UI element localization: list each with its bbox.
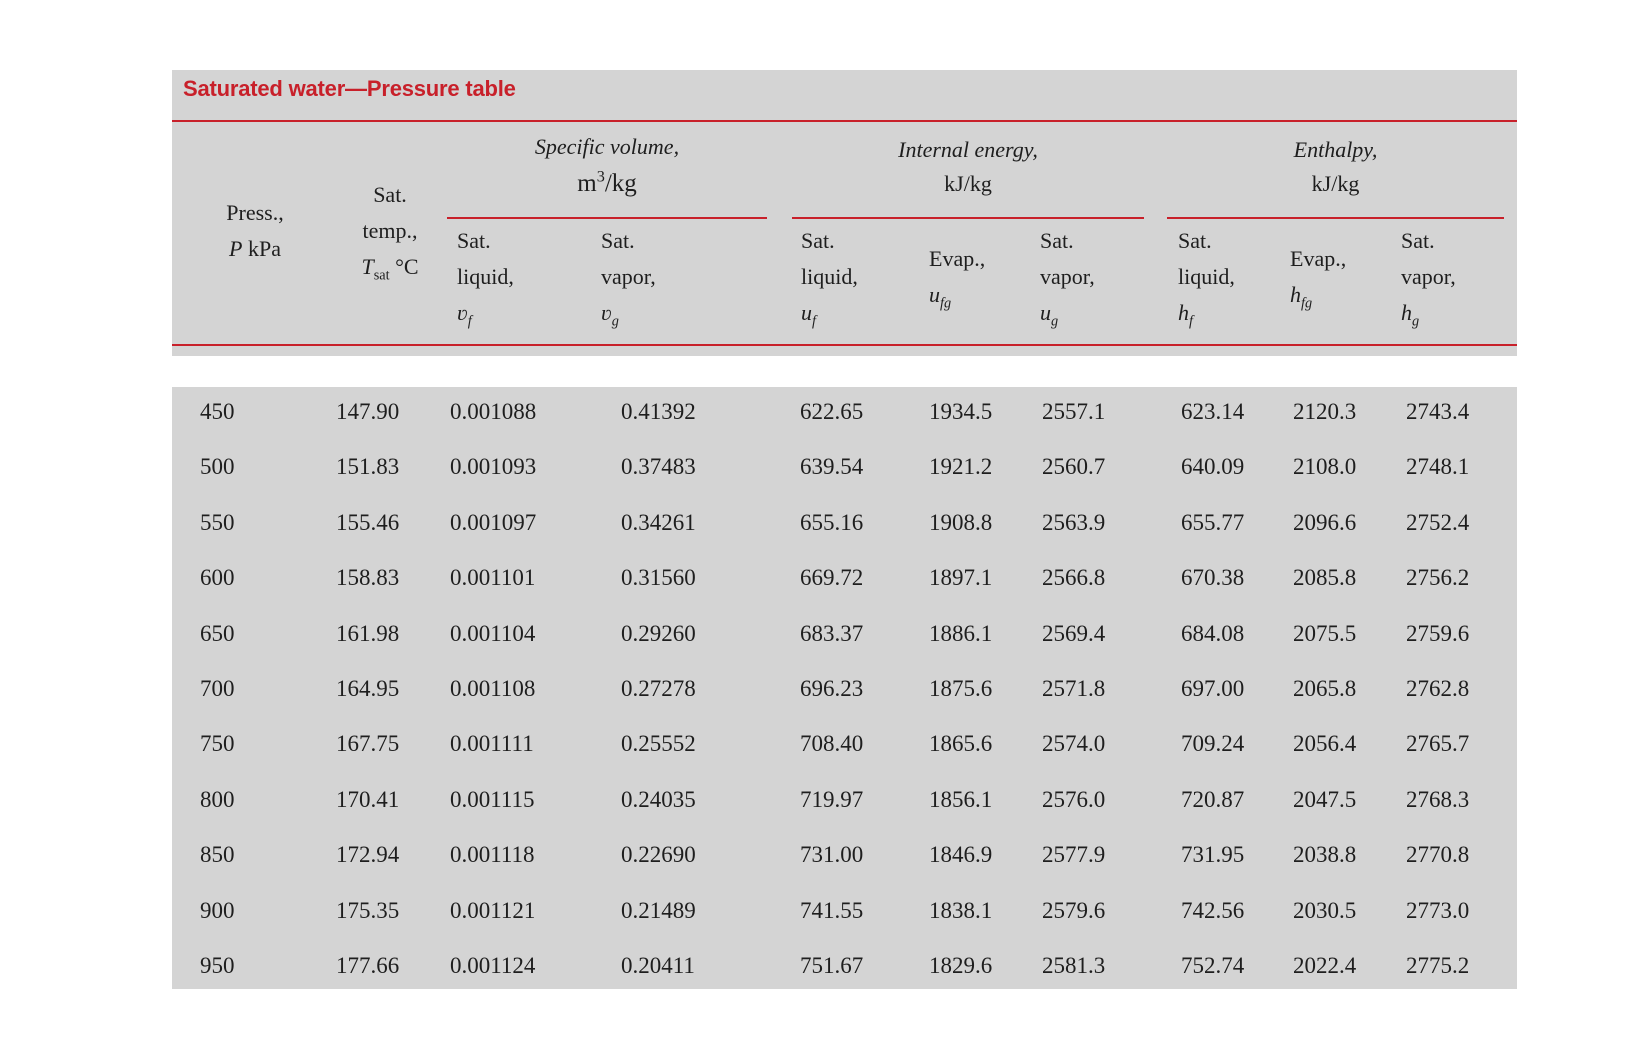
header-vf: Sat. liquid, ʋ$_f$ — [457, 228, 514, 330]
cell-ug: 2566.8 — [1042, 565, 1106, 590]
group-specific-volume-rule — [447, 217, 767, 219]
cell-sat-temp: 170.41 — [336, 787, 400, 812]
cell-hfg: 2022.4 — [1293, 953, 1357, 978]
cell-ug: 2581.3 — [1042, 953, 1106, 978]
cell-ufg: 1865.6 — [929, 731, 993, 756]
cell-uf: 751.67 — [800, 953, 864, 978]
cell-sat-temp: 167.75 — [336, 731, 400, 756]
cell-hf: 684.08 — [1181, 621, 1245, 646]
group-internal-energy-name: Internal energy, — [898, 137, 1038, 162]
header-sat-temp: Sat. temp., $T_{sat}$ °C — [361, 182, 419, 284]
cell-hf: 640.09 — [1181, 454, 1245, 479]
cell-hfg: 2056.4 — [1293, 731, 1357, 756]
cell-ug: 2563.9 — [1042, 510, 1106, 535]
title-divider — [172, 120, 1517, 122]
cell-press: 500 — [200, 454, 235, 479]
cell-hg: 2743.4 — [1406, 399, 1470, 424]
cell-vg: 0.37483 — [621, 454, 696, 479]
cell-vg: 0.25552 — [621, 731, 696, 756]
group-specific-volume-unit: $m^3/kg$ — [577, 167, 637, 197]
cell-press: 850 — [200, 842, 235, 867]
cell-hfg: 2075.5 — [1293, 621, 1357, 646]
header-hg: Sat. vapor, $h_g$ — [1401, 228, 1456, 330]
cell-ufg: 1886.1 — [929, 621, 993, 646]
group-internal-energy-rule — [792, 217, 1144, 219]
cell-ufg: 1856.1 — [929, 787, 993, 812]
cell-sat-temp: 158.83 — [336, 565, 400, 590]
header-vg: Sat. vapor, ʋ$_g$ — [601, 228, 656, 330]
cell-vf: 0.001088 — [450, 399, 537, 424]
cell-hf: 670.38 — [1181, 565, 1245, 590]
cell-ufg: 1908.8 — [929, 510, 993, 535]
cell-vf: 0.001115 — [450, 787, 535, 812]
cell-press: 700 — [200, 676, 235, 701]
cell-vf: 0.001118 — [450, 842, 535, 867]
cell-hg: 2765.7 — [1406, 731, 1470, 756]
cell-uf: 655.16 — [800, 510, 864, 535]
group-enthalpy-rule — [1167, 217, 1504, 219]
cell-sat-temp: 147.90 — [336, 399, 400, 424]
cell-vf: 0.001101 — [450, 565, 536, 590]
cell-hfg: 2047.5 — [1293, 787, 1357, 812]
cell-sat-temp: 161.98 — [336, 621, 400, 646]
cell-vg: 0.27278 — [621, 676, 696, 701]
cell-vg: 0.24035 — [621, 787, 696, 812]
cell-hf: 742.56 — [1181, 898, 1245, 923]
cell-press: 750 — [200, 731, 235, 756]
cell-ug: 2576.0 — [1042, 787, 1106, 812]
cell-ug: 2579.6 — [1042, 898, 1106, 923]
cell-vf: 0.001108 — [450, 676, 536, 701]
group-enthalpy-unit: kJ/kg — [1311, 171, 1360, 196]
cell-hf: 655.77 — [1181, 510, 1245, 535]
cell-press: 650 — [200, 621, 235, 646]
header-ufg: Evap., $u_{fg}$ — [929, 246, 986, 312]
cell-vf: 0.001104 — [450, 621, 536, 646]
cell-sat-temp: 151.83 — [336, 454, 400, 479]
cell-press: 550 — [200, 510, 235, 535]
cell-hg: 2775.2 — [1406, 953, 1470, 978]
cell-ug: 2574.0 — [1042, 731, 1106, 756]
cell-hfg: 2096.6 — [1293, 510, 1357, 535]
header-uf: Sat. liquid, $u_f$ — [801, 228, 858, 330]
group-specific-volume-name: Specific volume, — [534, 134, 680, 159]
cell-sat-temp: 172.94 — [336, 842, 400, 867]
header-hfg: Evap., $h_{fg}$ — [1290, 246, 1347, 312]
cell-press: 900 — [200, 898, 235, 923]
cell-sat-temp: 164.95 — [336, 676, 400, 701]
cell-hf: 709.24 — [1181, 731, 1245, 756]
cell-hg: 2748.1 — [1406, 454, 1470, 479]
cell-ufg: 1934.5 — [929, 399, 993, 424]
cell-vf: 0.001097 — [450, 510, 537, 535]
cell-press: 950 — [200, 953, 235, 978]
cell-hf: 697.00 — [1181, 676, 1245, 701]
cell-hg: 2759.6 — [1406, 621, 1470, 646]
cell-ug: 2557.1 — [1042, 399, 1106, 424]
header-hf: Sat. liquid, $h_f$ — [1178, 228, 1235, 330]
cell-uf: 639.54 — [800, 454, 864, 479]
cell-sat-temp: 175.35 — [336, 898, 400, 923]
cell-vg: 0.22690 — [621, 842, 696, 867]
cell-hf: 731.95 — [1181, 842, 1245, 867]
cell-vf: 0.001111 — [450, 731, 534, 756]
cell-hg: 2762.8 — [1406, 676, 1470, 701]
cell-sat-temp: 177.66 — [336, 953, 400, 978]
cell-hfg: 2120.3 — [1293, 399, 1357, 424]
cell-ufg: 1921.2 — [929, 454, 993, 479]
cell-hfg: 2030.5 — [1293, 898, 1357, 923]
cell-vf: 0.001121 — [450, 898, 536, 923]
group-specific-volume — [447, 130, 767, 204]
cell-vg: 0.20411 — [621, 953, 695, 978]
cell-ug: 2577.9 — [1042, 842, 1106, 867]
cell-vf: 0.001124 — [450, 953, 536, 978]
cell-hf: 720.87 — [1181, 787, 1245, 812]
cell-vg: 0.31560 — [621, 565, 696, 590]
cell-press: 450 — [200, 399, 235, 424]
cell-uf: 708.40 — [800, 731, 864, 756]
cell-hf: 623.14 — [1181, 399, 1245, 424]
header-ug: Sat. vapor, $u_g$ — [1040, 228, 1095, 330]
cell-vg: 0.41392 — [621, 399, 696, 424]
cell-ufg: 1838.1 — [929, 898, 993, 923]
cell-uf: 622.65 — [800, 399, 864, 424]
cell-hg: 2773.0 — [1406, 898, 1470, 923]
group-enthalpy-name: Enthalpy, — [1293, 137, 1378, 162]
cell-hfg: 2108.0 — [1293, 454, 1357, 479]
cell-ufg: 1875.6 — [929, 676, 993, 701]
cell-press: 600 — [200, 565, 235, 590]
cell-hg: 2756.2 — [1406, 565, 1470, 590]
table-title: Saturated water—Pressure table — [183, 76, 516, 101]
cell-sat-temp: 155.46 — [336, 510, 400, 535]
cell-ug: 2569.4 — [1042, 621, 1106, 646]
header-pressure: Press., P kPa — [226, 200, 284, 261]
cell-hg: 2768.3 — [1406, 787, 1470, 812]
group-enthalpy — [1167, 133, 1504, 201]
cell-hfg: 2065.8 — [1293, 676, 1357, 701]
cell-vg: 0.34261 — [621, 510, 696, 535]
cell-uf: 741.55 — [800, 898, 864, 923]
cell-vg: 0.21489 — [621, 898, 696, 923]
cell-ug: 2560.7 — [1042, 454, 1106, 479]
cell-uf: 719.97 — [800, 787, 864, 812]
cell-hfg: 2038.8 — [1293, 842, 1357, 867]
cell-ufg: 1846.9 — [929, 842, 993, 867]
cell-ug: 2571.8 — [1042, 676, 1106, 701]
cell-uf: 683.37 — [800, 621, 864, 646]
cell-hf: 752.74 — [1181, 953, 1245, 978]
cell-vg: 0.29260 — [621, 621, 696, 646]
cell-uf: 731.00 — [800, 842, 864, 867]
cell-hg: 2752.4 — [1406, 510, 1470, 535]
cell-ufg: 1829.6 — [929, 953, 993, 978]
cell-uf: 669.72 — [800, 565, 864, 590]
group-internal-energy — [792, 133, 1144, 201]
cell-ufg: 1897.1 — [929, 565, 993, 590]
cell-press: 800 — [200, 787, 235, 812]
cell-hfg: 2085.8 — [1293, 565, 1357, 590]
header-bottom-rule — [172, 344, 1517, 346]
cell-vf: 0.001093 — [450, 454, 537, 479]
cell-uf: 696.23 — [800, 676, 864, 701]
group-internal-energy-unit: kJ/kg — [944, 171, 992, 196]
cell-hg: 2770.8 — [1406, 842, 1470, 867]
